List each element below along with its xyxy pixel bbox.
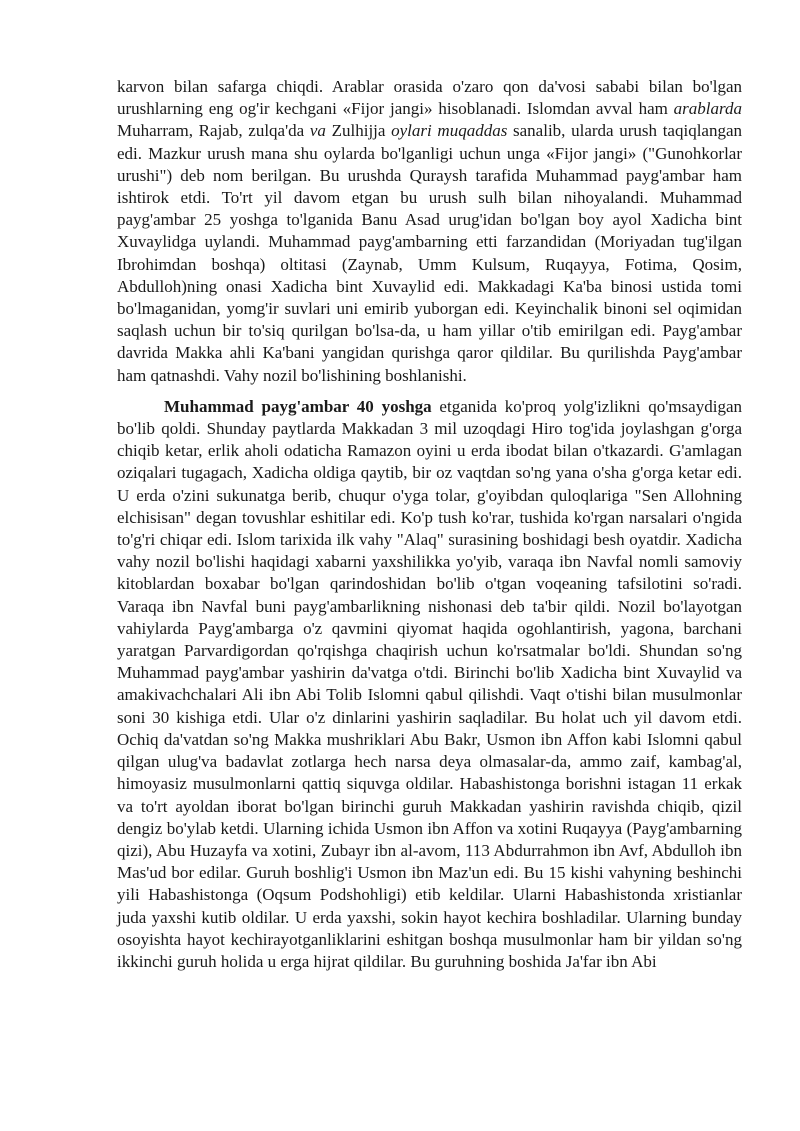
paragraph-1 bbox=[117, 76, 742, 387]
paragraph-1-italic-b: va bbox=[309, 121, 326, 141]
document-page bbox=[117, 76, 742, 973]
paragraph-1-italic-c: oylari muqaddas bbox=[391, 121, 508, 141]
paragraph-1-text-a: karvon bilan safarga chiqdi. Arablar orasida o'zaro qon da'vosi sababi bilan bo'lgan urushlarning eng og'ir kechgani «Fijor jangi» hisoblanadi. Islomdan avval ham bbox=[117, 77, 742, 119]
paragraph-2 bbox=[117, 396, 742, 973]
paragraph-2-text: etganida ko'proq yolg'izlikni qo'msaydigan bo'lib qoldi. Shunday paytlarda Makkadan 3 mil uzoqdagi Hiro tog'ida joylashgan g'orga chiqib ketar, erlik aholi odaticha Ramazon oyini u erda ibodat bilan o'tkazardi. G'amlagan oziqalari tugagach, Xadicha oldiga qaytib, bir oz vaqtdan so'ng yana o'sha g'orga ketar edi. U erda o'zini sukunatga berib, chuqur o'yga tolar, g'oyibdan quloqlariga "Sen Allohning elchisisan" degan tovushlar eshitilar edi. Ko'p tush ko'rar, tushida ko'rgan narsalari o'ngida to'g'ri chiqar edi. Islom tarixida ilk vahy "Alaq" surasining boshidagi besh oyatdir. Xadicha vahy nozil bo'lishi haqidagi xabarni yaxshilikka yo'yib, varaqa ibn Navfal nomli samoviy kitoblardan boxabar bo'lgan qarindoshidan bo'lib o'tgan voqeaning tafsilotini so'radi. Varaqa ibn Navfal buni payg'ambarlikning nishonasi deb ta'bir qildi. Nozil bo'layotgan vahiylarda Payg'ambarga o'z qavmini qiyomat haqida ogohlantirish, yagona, barchani yaratgan Parvardigordan qo'rqishga chaqirish uchun ko'rsatmalar bo'ldi. Shundan so'ng Muhammad payg'ambar yashirin da'vatga o'tdi. Birinchi bo'lib Xadicha bint Xuvaylid va amakivachchalari Ali ibn Abi Tolib Islomni qabul qilishdi. Vaqt o'tishi bilan musulmonlar soni 30 kishiga etdi. Ular o'z dinlarini yashirin saqladilar. Bu holat uch yil davom etdi. Ochiq da'vatdan so'ng Makka mushriklari Abu Bakr, Usmon ibn Affon kabi Islomni qabul qilgan ulug'va badavlat zotlarga hech narsa deya olmasalar-da, ammo zaif, kambag'al, himoyasiz musulmonlarni qattiq siquvga oldilar. Habashistonga borishni istagan 11 erkak va to'rt ayoldan iborat bo'lgan birinchi guruh Makkadan yashirin ravishda chiqib, qizil dengiz bo'ylab ketdi. Ularning ichida Usmon ibn Affon va xotini Ruqayya (Payg'ambarning qizi), Abu Huzayfa va xotini, Zubayr ibn al-avom, 113 Abdurrahmon ibn Avf, Abdulloh ibn Mas'ud bor edilar. Guruh boshlig'i Usmon ibn Maz'un edi. Bu 15 kishi vahyning beshinchi yili Habashistonga (Oqsum Podshohligi) etib keldilar. Ularni Habashistonda xristianlar juda yaxshi kutib oldilar. U erda yaxshi, sokin hayot kechira boshladilar. Ularning bunday osoyishta hayot kechirayotganliklarini eshitgan boshqa musulmonlar ham bir yildan so'ng ikkinchi guruh holida u erga hijrat qildilar. Bu guruhning boshida Ja'far ibn Abi bbox=[117, 396, 742, 971]
paragraph-1-italic-a: arablarda bbox=[673, 99, 742, 119]
paragraph-1-text-b: Muharram, Rajab, zulqa'da bbox=[117, 121, 310, 141]
paragraph-2-bold-lead: Muhammad payg'ambar 40 yoshga bbox=[164, 396, 432, 416]
paragraph-1-text-c: Zulhijja bbox=[325, 121, 392, 141]
paragraph-1-text-d: sanalib, ularda urush taqiqlangan edi. Mazkur urush mana shu oylarda bo'lganligi uchun unga «Fijor jangi» ("Gunohkorlar urushi") deb nom berilgan. Bu urushda Quraysh tarafida Muhammad payg'ambar ham ishtirok etdi. To'rt yil davom etgan bu urush sulh bilan nihoyalandi. Muhammad payg'ambar 25 yoshga to'lganida Banu Asad urug'idan bo'lgan boy ayol Xadicha bint Xuvaylidga uylandi. Muhammad payg'ambarning etti farzandidan (Moriyadan tug'ilgan Ibrohimdan boshqa) oltitasi (Zaynab, Umm Kulsum, Ruqayya, Fotima, Qosim, Abdulloh)ning onasi Xadicha bint Xuvaylid edi. Makkadagi Ka'ba binosi ustida tomi bo'lmaganidan, yomg'ir suvlari uni emirib yuborgan edi. Keyinchalik binoni sel oqimidan saqlash uchun bir to'siq qurilgan bo'lsa-da, u ham yillar o'tib emirilgan edi. Payg'ambar davrida Makka ahli Ka'bani yangidan qurishga qaror qildilar. Bu qurilishda Payg'ambar ham qatnashdi. Vahy nozil bo'lishining boshlanishi. bbox=[117, 121, 743, 385]
